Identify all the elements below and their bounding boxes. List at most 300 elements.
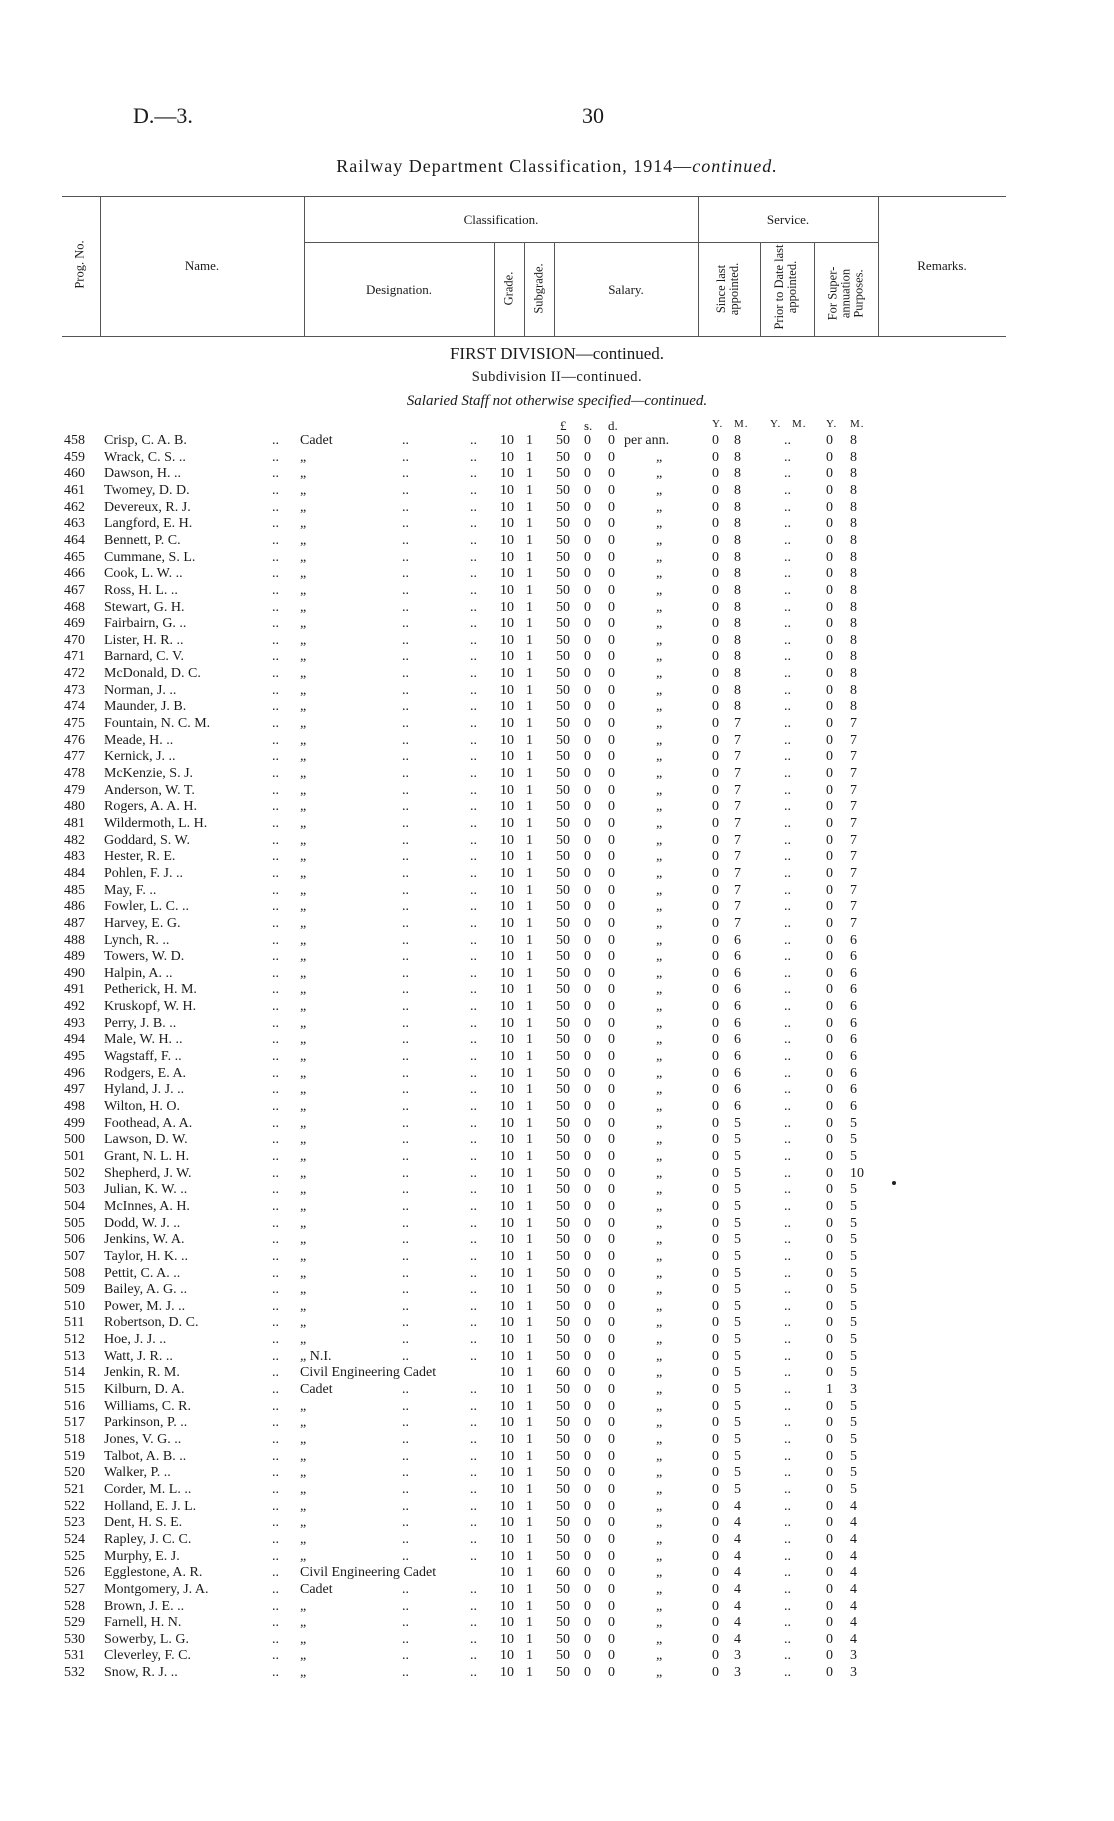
grade: 10	[500, 1481, 514, 1497]
salary-pounds: 50	[556, 915, 570, 931]
salary-pounds: 50	[556, 649, 570, 665]
employee-name: Cook, L. W. ..	[104, 566, 183, 582]
super-months: 5	[850, 1148, 857, 1164]
leader-dots: ..	[470, 1232, 477, 1248]
grade: 10	[500, 582, 514, 598]
super-months: 7	[850, 749, 857, 765]
salary-pounds: 50	[556, 782, 570, 798]
table-row	[0, 949, 1114, 965]
since-months: 5	[734, 1432, 741, 1447]
salary-pounds: 50	[556, 532, 570, 548]
leader-dots: ..	[402, 965, 409, 981]
since-years: 0	[712, 849, 719, 865]
since-months: 8	[734, 649, 741, 665]
salary-period: „	[656, 766, 663, 781]
salary-period: „	[656, 616, 663, 632]
table-header	[62, 196, 1006, 336]
super-years: 0	[826, 1481, 833, 1497]
unit-m1: M.	[734, 418, 749, 430]
since-years: 0	[712, 1631, 719, 1647]
leader-dots: ..	[402, 1315, 409, 1331]
employee-name: Montgomery, J. A.	[104, 1581, 209, 1597]
salary-pounds: 50	[556, 1332, 570, 1348]
salary-period: „	[656, 516, 663, 532]
leader-dots: ..	[402, 1015, 409, 1031]
leader-dots: ..	[470, 949, 477, 965]
leader-dots: ..	[272, 1132, 279, 1148]
table-row	[0, 566, 1114, 582]
leader-dots: ..	[272, 1099, 279, 1114]
employee-name: Wagstaff, F. ..	[104, 1049, 182, 1065]
super-years: 0	[826, 1182, 833, 1198]
salary-pence: 0	[608, 965, 615, 981]
subgrade: 1	[526, 1148, 533, 1164]
subgrade: 1	[526, 716, 533, 732]
prog-no: 507	[64, 1248, 85, 1264]
designation: „	[300, 1665, 307, 1681]
salary-shillings: 0	[584, 566, 591, 582]
leader-dots: ..	[402, 1348, 409, 1364]
since-years: 0	[712, 1015, 719, 1031]
salary-pounds: 50	[556, 1082, 570, 1098]
salary-shillings: 0	[584, 849, 591, 865]
salary-shillings: 0	[584, 1348, 591, 1364]
subgrade: 1	[526, 1515, 533, 1531]
leader-dots: ..	[470, 1548, 477, 1564]
since-months: 3	[734, 1648, 741, 1664]
salary-pounds: 50	[556, 582, 570, 598]
leader-dots: ..	[402, 532, 409, 548]
salary-period: „	[656, 599, 663, 615]
super-months: 8	[850, 682, 857, 698]
leader-dots: ..	[272, 699, 279, 715]
salary-shillings: 0	[584, 632, 591, 648]
prog-no: 491	[64, 982, 85, 998]
prior-dots: ..	[784, 1415, 791, 1431]
employee-name: Jenkin, R. M.	[104, 1365, 180, 1381]
leader-dots: ..	[402, 1082, 409, 1098]
salary-pounds: 50	[556, 1465, 570, 1481]
table-row	[0, 1599, 1114, 1615]
leader-dots: ..	[470, 1265, 477, 1281]
subgrade: 1	[526, 865, 533, 881]
salary-shillings: 0	[584, 1581, 591, 1597]
super-months: 8	[850, 632, 857, 648]
since-years: 0	[712, 982, 719, 998]
salary-period: „	[656, 1265, 663, 1281]
super-years: 0	[826, 999, 833, 1015]
subgrade: 1	[526, 1382, 533, 1398]
super-years: 0	[826, 865, 833, 881]
since-months: 4	[734, 1548, 741, 1564]
header-subgrade: Subgrade.	[531, 263, 546, 314]
super-years: 0	[826, 1448, 833, 1464]
designation: „	[300, 965, 307, 981]
since-months: 7	[734, 899, 741, 915]
super-months: 6	[850, 1032, 857, 1048]
super-years: 0	[826, 1082, 833, 1098]
salary-pence: 0	[608, 1515, 615, 1531]
grade: 10	[500, 599, 514, 615]
designation: „	[300, 1465, 307, 1481]
grade: 10	[500, 999, 514, 1015]
salary-pounds: 50	[556, 516, 570, 532]
super-years: 0	[826, 449, 833, 465]
grade: 10	[500, 433, 514, 448]
salary-shillings: 0	[584, 1615, 591, 1631]
since-years: 0	[712, 1215, 719, 1231]
salary-shillings: 0	[584, 1282, 591, 1298]
grade: 10	[500, 1432, 514, 1447]
salary-period: „	[656, 1348, 663, 1364]
super-years: 0	[826, 582, 833, 598]
designation: „	[300, 1282, 307, 1298]
since-months: 5	[734, 1398, 741, 1414]
super-years: 0	[826, 499, 833, 515]
grade: 10	[500, 1265, 514, 1281]
since-years: 0	[712, 616, 719, 632]
prog-no: 530	[64, 1631, 85, 1647]
designation: Cadet	[300, 1581, 333, 1597]
since-years: 0	[712, 1581, 719, 1597]
prog-no: 471	[64, 649, 85, 665]
grade: 10	[500, 932, 514, 948]
since-months: 8	[734, 532, 741, 548]
salary-pounds: 50	[556, 1548, 570, 1564]
prior-dots: ..	[784, 449, 791, 465]
designation: „	[300, 849, 307, 865]
super-years: 0	[826, 1465, 833, 1481]
since-years: 0	[712, 1548, 719, 1564]
since-months: 5	[734, 1215, 741, 1231]
leader-dots: ..	[470, 699, 477, 715]
salary-pounds: 50	[556, 1581, 570, 1597]
salary-shillings: 0	[584, 999, 591, 1015]
prog-no: 511	[64, 1315, 85, 1331]
leader-dots: ..	[402, 932, 409, 948]
subgrade: 1	[526, 882, 533, 898]
since-years: 0	[712, 1232, 719, 1248]
leader-dots: ..	[470, 1398, 477, 1414]
since-years: 0	[712, 549, 719, 565]
table-row	[0, 1232, 1114, 1248]
leader-dots: ..	[470, 1665, 477, 1681]
prog-no: 490	[64, 965, 85, 981]
prog-no: 462	[64, 499, 85, 515]
leader-dots: ..	[272, 1531, 279, 1547]
since-years: 0	[712, 865, 719, 881]
leader-dots: ..	[272, 582, 279, 598]
salary-period: „	[656, 999, 663, 1015]
super-months: 6	[850, 1015, 857, 1031]
leader-dots: ..	[470, 1298, 477, 1314]
grade: 10	[500, 1182, 514, 1198]
leader-dots: ..	[470, 1631, 477, 1647]
leader-dots: ..	[272, 649, 279, 665]
salary-period: „	[656, 949, 663, 965]
salary-pounds: 50	[556, 1165, 570, 1181]
leader-dots: ..	[402, 616, 409, 632]
salary-pence: 0	[608, 849, 615, 865]
designation: „	[300, 1232, 307, 1248]
leader-dots: ..	[402, 1265, 409, 1281]
salary-shillings: 0	[584, 433, 591, 448]
salary-period: „	[656, 699, 663, 715]
prior-dots: ..	[784, 1182, 791, 1198]
leader-dots: ..	[470, 599, 477, 615]
subgrade: 1	[526, 466, 533, 482]
since-months: 5	[734, 1365, 741, 1381]
salary-pence: 0	[608, 1448, 615, 1464]
leader-dots: ..	[272, 1581, 279, 1597]
salary-period: per ann.	[624, 433, 670, 448]
since-months: 4	[734, 1615, 741, 1631]
prog-no: 515	[64, 1382, 85, 1398]
super-years: 0	[826, 1615, 833, 1631]
prog-no: 508	[64, 1265, 85, 1281]
prog-no: 510	[64, 1298, 85, 1314]
super-years: 0	[826, 649, 833, 665]
leader-dots: ..	[470, 815, 477, 831]
since-months: 5	[734, 1232, 741, 1248]
salary-pounds: 50	[556, 849, 570, 865]
super-years: 0	[826, 1531, 833, 1547]
since-months: 7	[734, 799, 741, 815]
header-prior-to-date: Prior to Date last appointed.	[772, 244, 799, 330]
salary-pounds: 50	[556, 1415, 570, 1431]
salary-period: „	[656, 1515, 663, 1531]
table-row	[0, 666, 1114, 682]
employee-name: Foothead, A. A.	[104, 1115, 193, 1131]
super-years: 0	[826, 1565, 833, 1581]
prior-dots: ..	[784, 1631, 791, 1647]
leader-dots: ..	[272, 1082, 279, 1098]
salary-shillings: 0	[584, 1049, 591, 1065]
employee-name: Hoe, J. J. ..	[104, 1332, 167, 1348]
salary-pounds: 50	[556, 616, 570, 632]
leader-dots: ..	[402, 1415, 409, 1431]
prog-no: 528	[64, 1598, 85, 1614]
grade: 10	[500, 1631, 514, 1647]
table-row	[0, 1582, 1114, 1598]
leader-dots: ..	[402, 1282, 409, 1298]
salary-pence: 0	[608, 815, 615, 831]
super-months: 7	[850, 782, 857, 798]
leader-dots: ..	[272, 1548, 279, 1564]
since-years: 0	[712, 1598, 719, 1614]
super-months: 6	[850, 1099, 857, 1114]
salary-pence: 0	[608, 1248, 615, 1264]
prior-dots: ..	[784, 815, 791, 831]
salary-shillings: 0	[584, 732, 591, 748]
salary-pence: 0	[608, 1348, 615, 1364]
leader-dots: ..	[470, 799, 477, 815]
leader-dots: ..	[402, 516, 409, 532]
designation: „	[300, 1398, 307, 1414]
salary-pounds: 50	[556, 699, 570, 715]
leader-dots: ..	[272, 1049, 279, 1065]
since-months: 8	[734, 616, 741, 632]
grade: 10	[500, 666, 514, 682]
designation: „	[300, 599, 307, 615]
employee-name: Brown, J. E. ..	[104, 1598, 185, 1614]
grade: 10	[500, 1565, 514, 1581]
leader-dots: ..	[402, 849, 409, 865]
super-years: 0	[826, 482, 833, 498]
salary-shillings: 0	[584, 449, 591, 465]
leader-dots: ..	[402, 682, 409, 698]
since-years: 0	[712, 649, 719, 665]
super-months: 4	[850, 1565, 857, 1581]
since-years: 0	[712, 599, 719, 615]
super-months: 8	[850, 566, 857, 582]
table-row	[0, 899, 1114, 915]
employee-name: Ross, H. L. ..	[104, 582, 178, 598]
since-years: 0	[712, 999, 719, 1015]
salary-pence: 0	[608, 1282, 615, 1298]
salary-shillings: 0	[584, 649, 591, 665]
table-row	[0, 1199, 1114, 1215]
super-months: 5	[850, 1332, 857, 1348]
leader-dots: ..	[272, 716, 279, 732]
super-months: 5	[850, 1481, 857, 1497]
employee-name: Dodd, W. J. ..	[104, 1215, 181, 1231]
since-months: 6	[734, 999, 741, 1015]
super-months: 6	[850, 965, 857, 981]
since-months: 5	[734, 1265, 741, 1281]
grade: 10	[500, 466, 514, 482]
salary-pounds: 50	[556, 1598, 570, 1614]
subgrade: 1	[526, 849, 533, 865]
salary-pence: 0	[608, 1099, 615, 1114]
salary-pounds: 50	[556, 1099, 570, 1114]
super-months: 4	[850, 1631, 857, 1647]
super-months: 10	[850, 1165, 864, 1181]
salary-pounds: 50	[556, 1265, 570, 1281]
table-row	[0, 1166, 1114, 1182]
employee-name: Goddard, S. W.	[104, 832, 190, 848]
salary-pence: 0	[608, 1315, 615, 1331]
since-years: 0	[712, 1415, 719, 1431]
salary-pounds: 50	[556, 932, 570, 948]
leader-dots: ..	[470, 433, 477, 448]
table-row	[0, 883, 1114, 899]
prog-no: 524	[64, 1531, 85, 1547]
super-years: 0	[826, 1348, 833, 1364]
salary-pence: 0	[608, 449, 615, 465]
leader-dots: ..	[402, 1498, 409, 1514]
prog-no: 466	[64, 566, 85, 582]
super-years: 0	[826, 616, 833, 632]
since-years: 0	[712, 1298, 719, 1314]
prior-dots: ..	[784, 1581, 791, 1597]
grade: 10	[500, 732, 514, 748]
table-row	[0, 1399, 1114, 1415]
employee-name: Meade, H. ..	[104, 732, 174, 748]
leader-dots: ..	[272, 882, 279, 898]
since-years: 0	[712, 532, 719, 548]
designation: „	[300, 1515, 307, 1531]
super-years: 0	[826, 1115, 833, 1131]
employee-name: Shepherd, J. W.	[104, 1165, 192, 1181]
table-row	[0, 1216, 1114, 1232]
subgrade: 1	[526, 1099, 533, 1114]
subgrade: 1	[526, 1448, 533, 1464]
leader-dots: ..	[272, 1282, 279, 1298]
since-years: 0	[712, 582, 719, 598]
employee-name: Sowerby, L. G.	[104, 1631, 190, 1647]
prog-no: 529	[64, 1615, 85, 1631]
prior-dots: ..	[784, 1032, 791, 1048]
leader-dots: ..	[272, 949, 279, 965]
prog-no: 487	[64, 915, 85, 931]
leader-dots: ..	[272, 1432, 279, 1447]
subgrade: 1	[526, 1165, 533, 1181]
since-months: 4	[734, 1581, 741, 1597]
since-months: 4	[734, 1565, 741, 1581]
employee-name: Twomey, D. D.	[104, 482, 190, 498]
prior-dots: ..	[784, 882, 791, 898]
subgrade: 1	[526, 782, 533, 798]
salary-pounds: 50	[556, 1448, 570, 1464]
page-number: 30	[582, 103, 604, 128]
salary-period: „	[656, 1032, 663, 1048]
employee-name: Dawson, H. ..	[104, 466, 181, 482]
prior-dots: ..	[784, 1315, 791, 1331]
salary-pence: 0	[608, 832, 615, 848]
salary-pounds: 50	[556, 1648, 570, 1664]
super-years: 0	[826, 1598, 833, 1614]
employee-name: McKenzie, S. J.	[104, 766, 194, 781]
salary-shillings: 0	[584, 832, 591, 848]
leader-dots: ..	[470, 1581, 477, 1597]
super-years: 0	[826, 982, 833, 998]
salary-shillings: 0	[584, 1265, 591, 1281]
table-row	[0, 1032, 1114, 1048]
prior-dots: ..	[784, 732, 791, 748]
prog-no: 486	[64, 899, 85, 915]
since-months: 6	[734, 1032, 741, 1048]
subgrade: 1	[526, 1531, 533, 1547]
employee-name: Corder, M. L. ..	[104, 1481, 192, 1497]
salary-pounds: 50	[556, 499, 570, 515]
leader-dots: ..	[272, 815, 279, 831]
salary-shillings: 0	[584, 1382, 591, 1398]
designation: „	[300, 1448, 307, 1464]
leader-dots: ..	[272, 1598, 279, 1614]
super-years: 0	[826, 433, 833, 448]
leader-dots: ..	[402, 666, 409, 682]
prior-dots: ..	[784, 1398, 791, 1414]
prior-dots: ..	[784, 433, 791, 448]
table-row	[0, 966, 1114, 982]
since-months: 6	[734, 965, 741, 981]
leader-dots: ..	[272, 1032, 279, 1048]
grade: 10	[500, 649, 514, 665]
since-years: 0	[712, 1465, 719, 1481]
super-months: 8	[850, 449, 857, 465]
employee-name: Julian, K. W. ..	[104, 1182, 188, 1198]
employee-name: Devereux, R. J.	[104, 499, 191, 515]
designation: „	[300, 949, 307, 965]
unit-y3: Y.	[826, 418, 838, 430]
table-row	[0, 1282, 1114, 1298]
prog-no: 472	[64, 666, 85, 682]
prior-dots: ..	[784, 1099, 791, 1114]
header-since-last-appointed: Since last appointed.	[714, 262, 741, 316]
grade: 10	[500, 1648, 514, 1664]
salary-pence: 0	[608, 865, 615, 881]
